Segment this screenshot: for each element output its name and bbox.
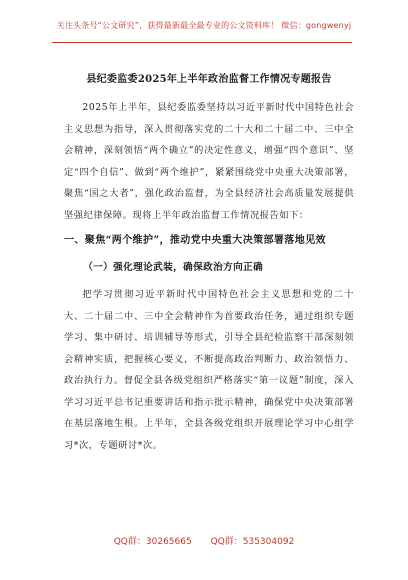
header-notice: 关注头条号“公文研究”，获得最新最全最专业的公文资料库！ 微信：gongwenyj [56,21,352,30]
footer-qq-group-2: QQ群：535304092 [210,537,295,547]
document-body [64,70,354,456]
header-divider [52,42,352,43]
page-footer [0,534,408,547]
intro-paragraph: 2025年上半年，县纪委监委坚持以习近平新时代中国特色社会主义思想为指导，深入贯彻落实党的二十大和二十届二中、三中全会精神，深刻领悟“两个确立”的决定性意义，增强“四个意识”、坚定“四个自信”、做到“两个维护”，紧紧围绕党中央重大决策部署，聚焦“国之大者”，强化政治监督，为全县经济社会高质量发展提供坚强纪律保障。现将上半年政治监督工作情况报告如下： [64,102,354,221]
subsection-heading: （一）强化理论武装，确保政治方向正确 [83,262,264,273]
footer-qq-group-1: QQ群：30265665 [113,537,192,547]
subsection-paragraph: 把学习贯彻习近平新时代中国特色社会主义思想和党的二十大、二十届二中、三中全会精神作为首要政治任务，通过组织专题学习、集中研讨、培训辅导等形式，引导全县纪检监察干部深刻领会精神实质，把握核心要义，不断提高政治判断力、政治领悟力、政治执行力。督促全县各级党组织严格落实“第一议题”制度，深入学习习近平总书记重要讲话和指示批示精神，确保党中央决策部署在基层落地生根。上半年，全县各级党组织开展理论学习中心组学习*次，专题研讨*次。 [64,289,354,451]
section-heading: 一、聚焦“两个维护”，推动党中央重大决策部署落地见效 [64,235,326,246]
page-header [0,0,408,31]
document-title: 县纪委监委2025年上半年政治监督工作情况专题报告 [86,74,332,85]
